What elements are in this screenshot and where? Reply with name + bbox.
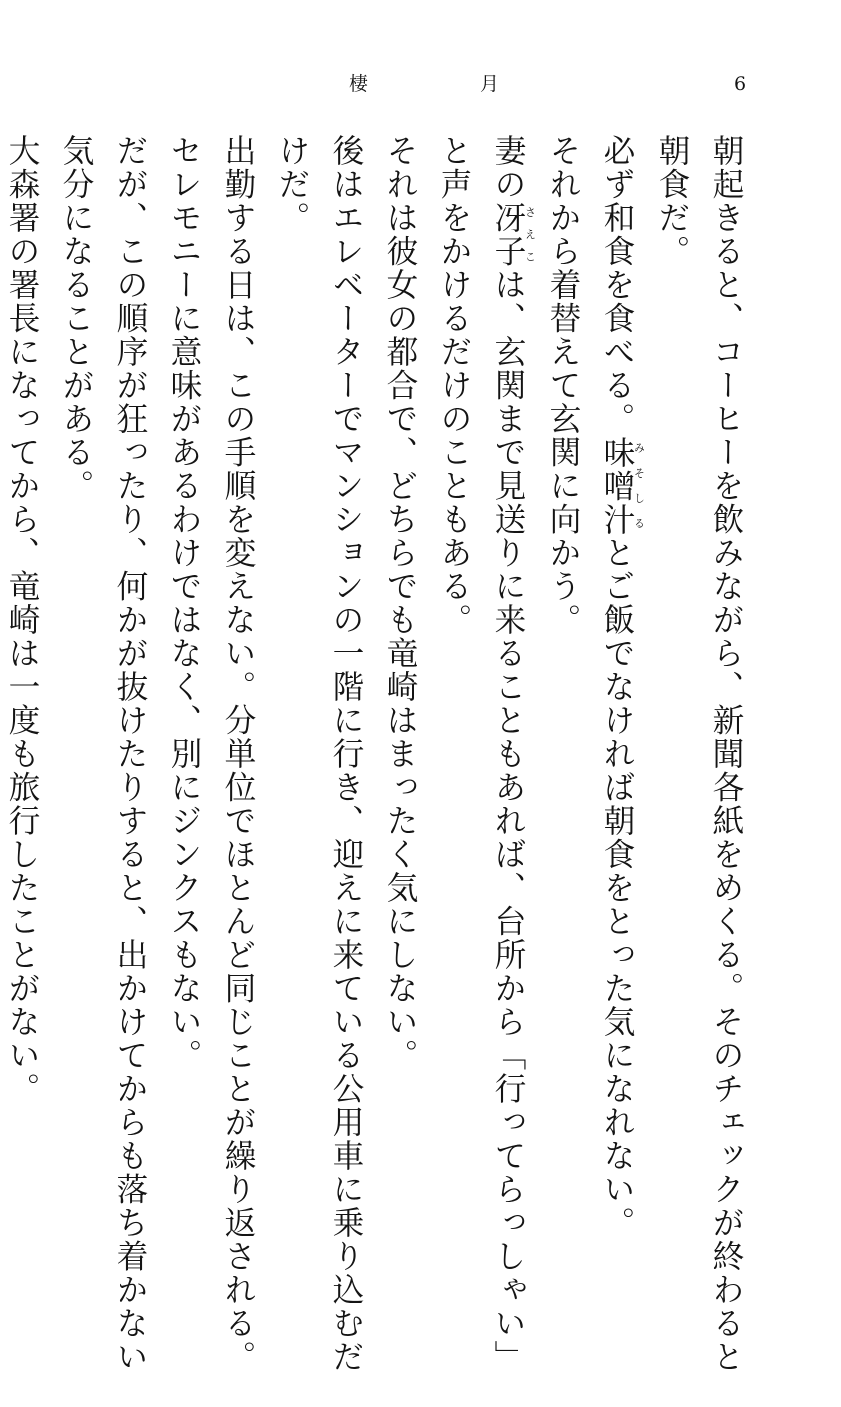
text-line-14: 大森署の署長になってから、竜崎は一度も旅行したことがない。 bbox=[4, 134, 40, 1106]
text-line-6: と声をかけるだけのこともある。 bbox=[436, 134, 472, 637]
line-5-before: 妻の bbox=[490, 134, 526, 201]
text-line-5 bbox=[481, 134, 537, 1374]
text-line-7: それは彼女の都合で、どちらでも竜崎はまったく気にしない。 bbox=[382, 134, 418, 1072]
text-line-8: 後はエレベーターでマンションの一階に行き、迎えに来ている公用車に乗り込むだ bbox=[328, 134, 364, 1374]
line-5-after: は、玄関まで見送りに来ることもあれば、台所から「行ってらっしゃい」 bbox=[490, 268, 526, 1374]
text-line-2: 朝食だ。 bbox=[654, 134, 690, 268]
text-line-12: だが、この順序が狂ったり、何かが抜けたりすると、出かけてからも落ち着かない bbox=[112, 134, 148, 1374]
page-number: 6 bbox=[733, 73, 747, 95]
ruby-base-miso: 味噌汁 bbox=[599, 435, 635, 536]
text-line-13: 気分になることがある。 bbox=[58, 134, 94, 503]
text-line-4: それから着替えて玄関に向かう。 bbox=[545, 134, 581, 637]
text-line-11: セレモニーに意味があるわけではなく、別にジンクスもない。 bbox=[166, 134, 202, 1072]
ruby-reading-saeko: さえこ bbox=[523, 201, 537, 268]
ruby-reading-miso: みそしる bbox=[632, 435, 646, 536]
furigana-miso bbox=[599, 435, 646, 537]
text-line-10: 出勤する日は、この手順を変えない。分単位でほとんど同じことが繰り返される。 bbox=[220, 134, 256, 1374]
body-text bbox=[0, 134, 753, 1374]
text-line-1: 朝起きると、コーヒーを飲みながら、新聞各紙をめくる。そのチェックが終わると bbox=[708, 134, 744, 1374]
running-header-title bbox=[349, 70, 499, 98]
ruby-base-saeko: 冴子 bbox=[490, 201, 526, 268]
header-title-char-2: 月 bbox=[479, 73, 499, 95]
line-3-before: 必ず和食を食べる。 bbox=[599, 134, 635, 436]
text-line-9: けだ。 bbox=[274, 134, 310, 235]
header-title-char-1: 棲 bbox=[349, 73, 369, 95]
text-line-3 bbox=[590, 134, 646, 1240]
line-3-after: とご飯でなければ朝食をとった気になれない。 bbox=[599, 536, 635, 1240]
furigana-saeko bbox=[490, 201, 537, 268]
